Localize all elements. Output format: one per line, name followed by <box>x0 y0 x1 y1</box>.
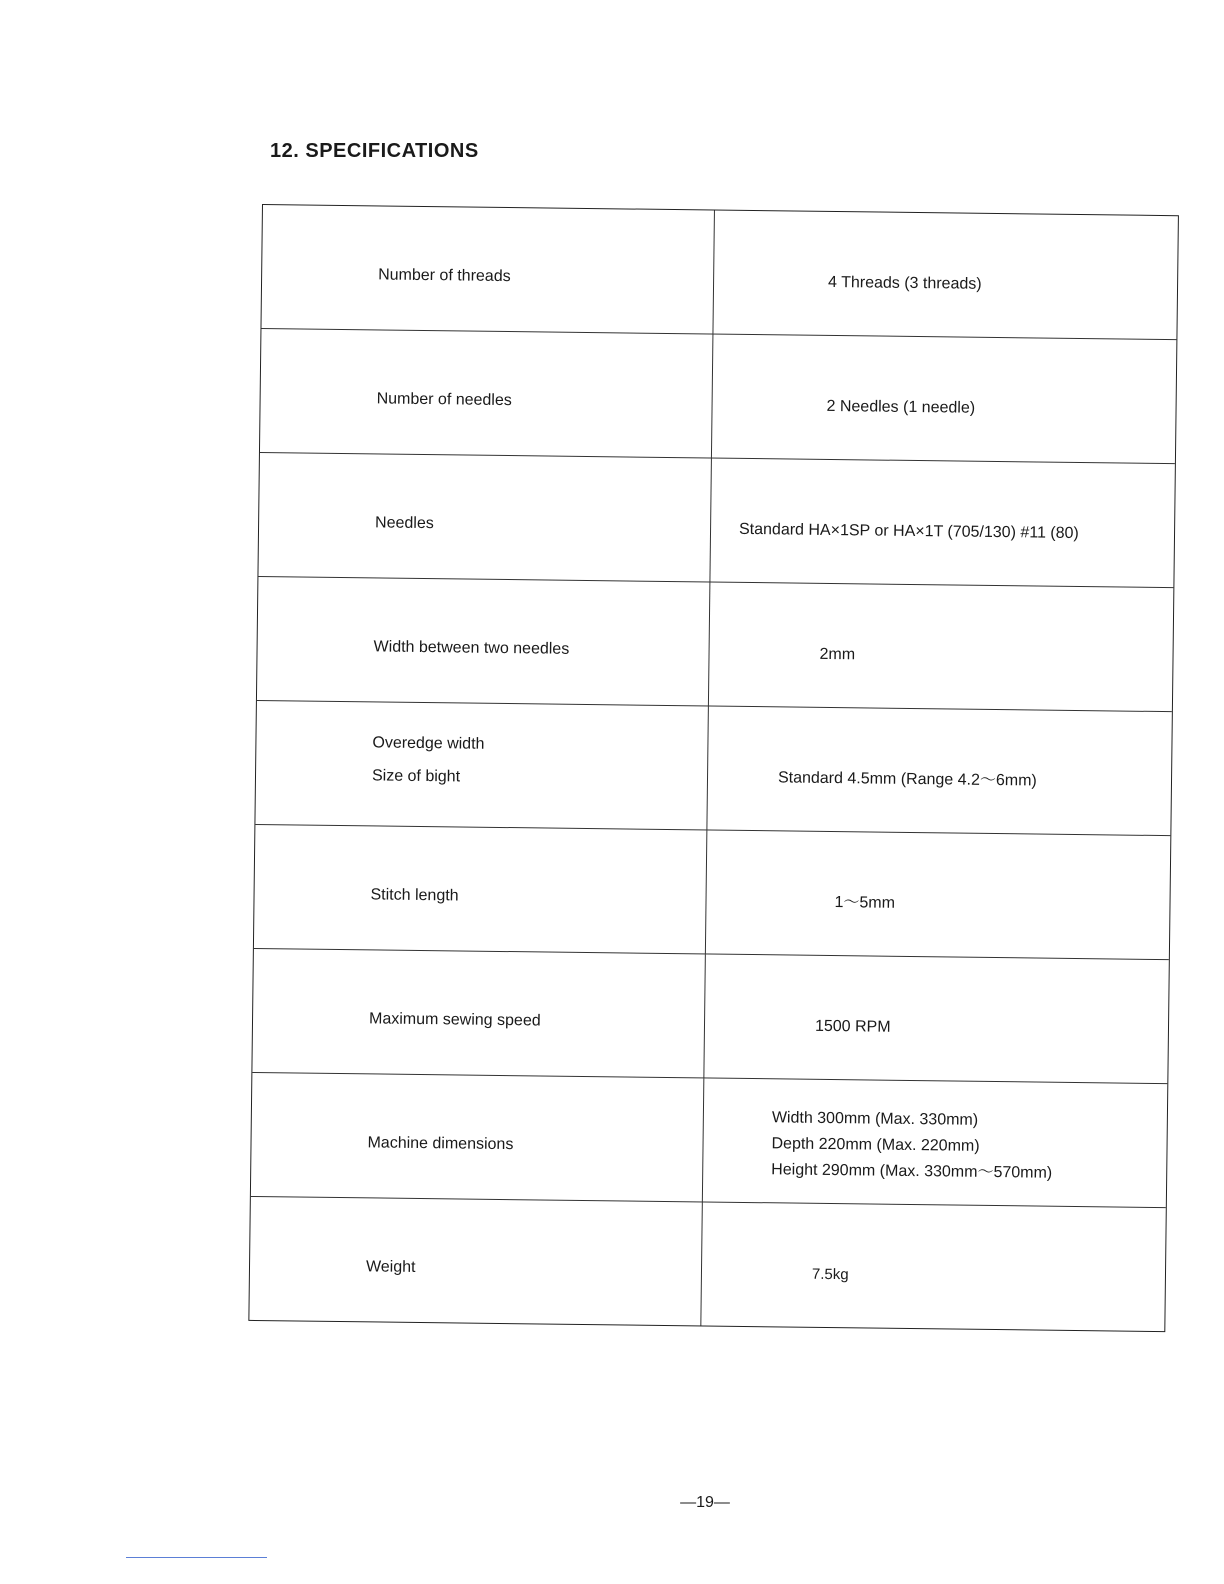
spec-value <box>707 706 1171 835</box>
specifications-table <box>248 204 1179 1332</box>
spec-label <box>260 329 713 458</box>
spec-row-weight <box>249 1197 1165 1331</box>
spec-value <box>703 1078 1167 1207</box>
spec-value-text: 1～5mm <box>834 894 896 912</box>
spec-value <box>704 954 1168 1083</box>
spec-row-dimensions <box>251 1073 1167 1208</box>
spec-label <box>254 825 707 954</box>
spec-value <box>710 459 1174 588</box>
spec-value-text: 4 Threads (3 threads) <box>827 273 982 293</box>
spec-label-text: Width between two needles <box>373 638 570 658</box>
spec-value-text: 2mm <box>819 645 856 664</box>
spec-label <box>255 701 708 830</box>
spec-label <box>261 205 714 334</box>
page-number: —19— <box>680 1494 730 1511</box>
spec-row-needles-count <box>260 329 1176 464</box>
spec-value <box>706 830 1170 959</box>
spec-label <box>258 453 711 582</box>
spec-label <box>251 1073 704 1202</box>
page-title: 12. SPECIFICATIONS <box>270 140 479 162</box>
spec-value-text: Width 300mm (Max. 330mm) <box>771 1109 979 1129</box>
spec-value-text: Depth 220mm (Max. 220mm) <box>771 1135 980 1155</box>
spec-label-text: Weight <box>365 1258 416 1276</box>
spec-value-text: 1500 RPM <box>814 1017 891 1036</box>
spec-row-stitch-length <box>254 825 1170 960</box>
spec-label-text: Overedge width <box>372 734 485 753</box>
spec-value-text: Height 290mm (Max. 330mm～570mm) <box>771 1161 1053 1182</box>
spec-value-text: 7.5kg <box>811 1265 849 1284</box>
spec-row-needles <box>258 453 1174 588</box>
spec-label-text: Stitch length <box>370 886 459 905</box>
spec-label <box>249 1197 702 1326</box>
spec-value-text: Standard HA×1SP or HA×1T (705/130) #11 (80) <box>738 520 1079 543</box>
spec-value-text: 2 Needles (1 needle) <box>826 397 976 417</box>
spec-value <box>701 1202 1165 1331</box>
spec-label-text: Machine dimensions <box>367 1134 514 1154</box>
spec-label-text: Number of needles <box>376 390 512 410</box>
spec-row-threads <box>261 205 1177 340</box>
spec-value <box>712 335 1176 464</box>
spec-label <box>257 577 710 706</box>
spec-value-text: Standard 4.5mm (Range 4.2～6mm) <box>777 769 1037 790</box>
footer-rule <box>126 1557 267 1558</box>
spec-label-text: Needles <box>375 514 434 533</box>
spec-label-text: Maximum sewing speed <box>368 1010 541 1030</box>
spec-label-text: Size of bight <box>371 767 461 786</box>
spec-row-overedge-width <box>255 701 1171 836</box>
spec-value <box>713 211 1177 340</box>
spec-row-needle-width <box>257 577 1173 712</box>
spec-row-max-speed <box>252 949 1168 1084</box>
spec-value <box>709 583 1173 712</box>
spec-label-text: Number of threads <box>378 266 511 286</box>
spec-label <box>252 949 705 1078</box>
